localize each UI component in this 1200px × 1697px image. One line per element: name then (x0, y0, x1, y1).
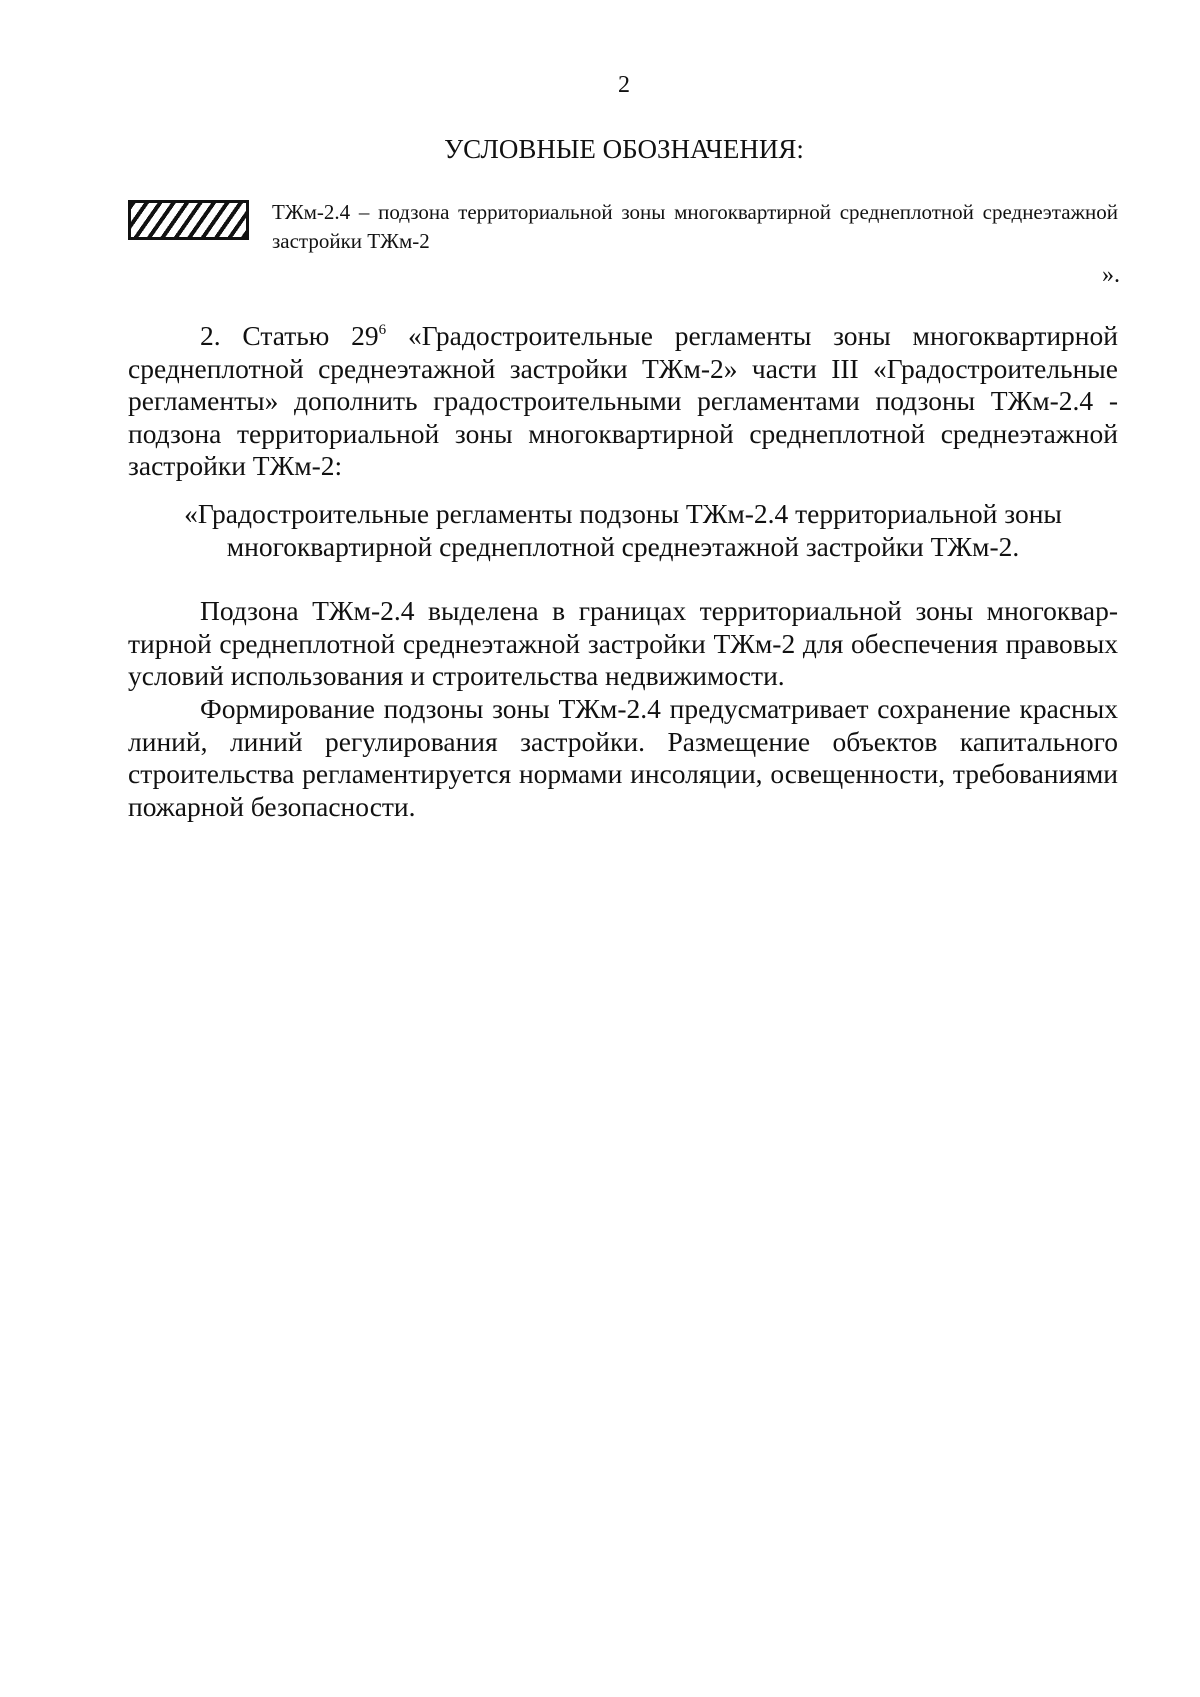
legend-item-text: ТЖм-2.4 – подзона территориальной зоны многоквартирной среднеплотной среднеэтажной застройки ТЖм-2 (272, 200, 1118, 253)
legend-closing-quote: ». (1102, 262, 1120, 288)
legend-title: УСЛОВНЫЕ ОБОЗНАЧЕНИЯ: (444, 134, 804, 164)
diagonal-hatch-icon (128, 200, 249, 240)
page-number: 2 (618, 72, 630, 98)
paragraph-subzone-formation: Формирование подзоны зоны ТЖм-2.4 предусматривает сохранение красных линий, линий регулирования застройки. Размещение объектов капитального строительства регламентируется нормами инсоляции, освещенности, требованиями пожарной безопасности. (128, 693, 1118, 822)
paragraph-amendment-start: 2. Статью 29 (200, 320, 379, 351)
article-superscript: 6 (378, 322, 387, 338)
paragraph-amendment-rest: «Градостроительные регламенты зоны многоквартирной среднеплотной среднеэтажной застройки ТЖм-2» части III «Градостроительные регламенты» дополнить градостроительными регламентами подзоны ТЖм-2.4 - подзона территориальной зоны многоквартирной среднеплотной среднеэтажной застройки ТЖм-2: (128, 320, 1118, 481)
paragraph-subzone-description: Подзона ТЖм-2.4 выделена в границах территориальной зоны многоквартирной среднеплотной среднеэтажной застройки ТЖм-2 для обеспечения правовых условий использования и строительства недвижимости. (128, 595, 1118, 691)
paragraph-amendment (128, 320, 1118, 483)
quoted-section-heading: «Градостроительные регламенты подзоны ТЖм-2.4 территориальной зоны многоквартирной среднеплотной среднеэтажной застройки ТЖм-2. (184, 498, 1062, 562)
